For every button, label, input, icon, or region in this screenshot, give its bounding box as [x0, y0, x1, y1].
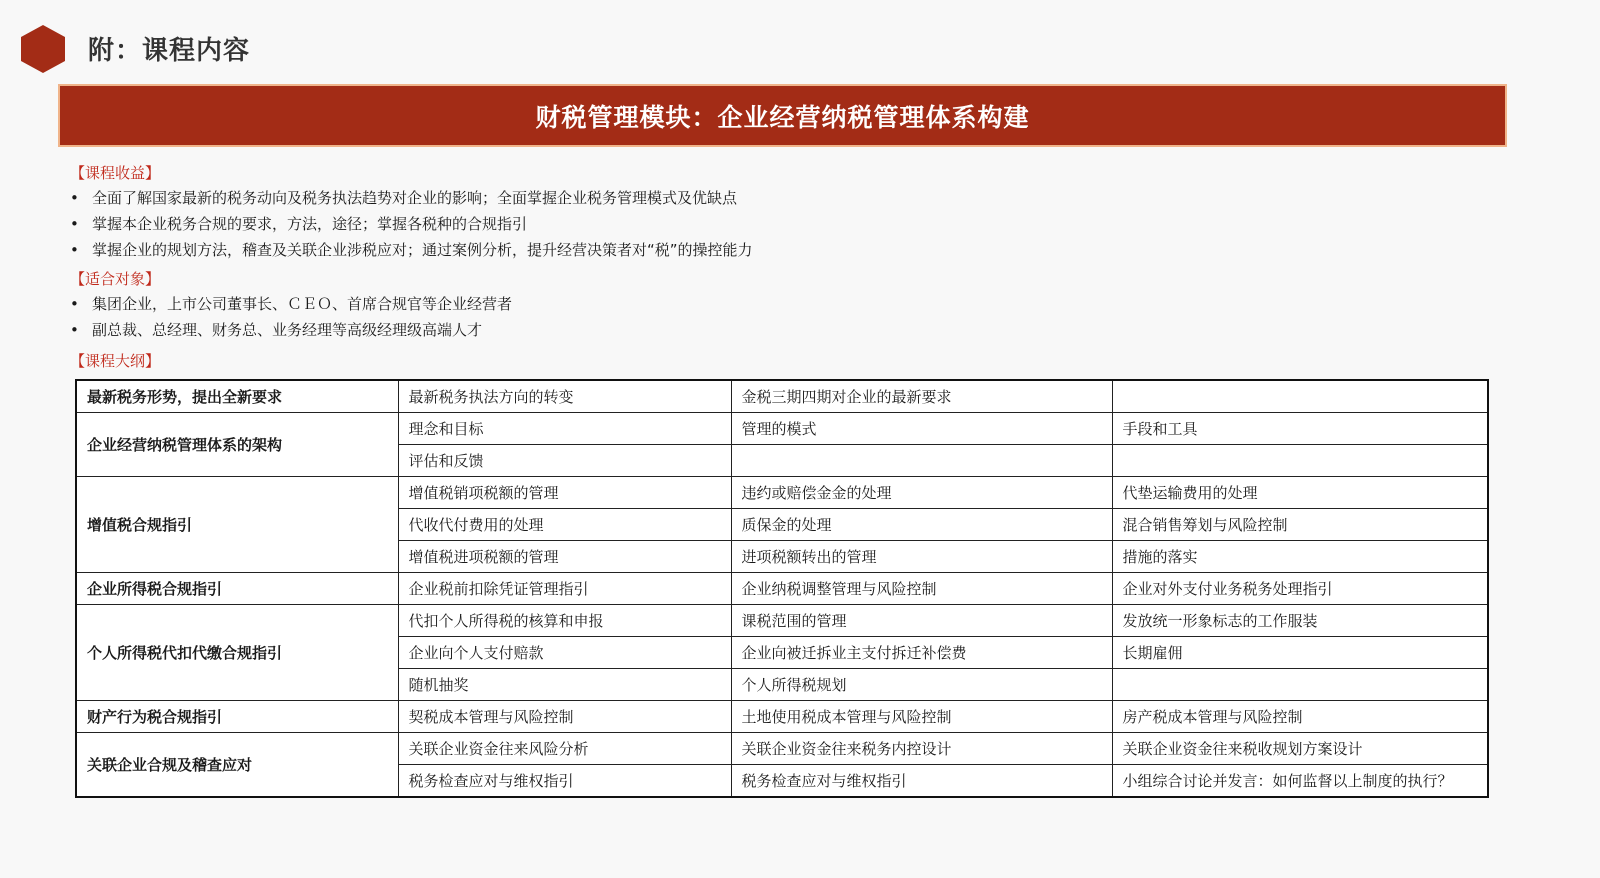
benefit-item: • 掌握本企业税务合规的要求，方法，途径；掌握各税种的合规指引	[70, 211, 753, 237]
table-row	[76, 477, 1488, 509]
table-row	[76, 733, 1488, 765]
topic-cell: 小组综合讨论并发言：如何监督以上制度的执行？	[1112, 765, 1488, 798]
topic-cell: 质保金的处理	[731, 509, 1112, 541]
topic-cell: 契税成本管理与风险控制	[398, 701, 731, 733]
category-cell: 企业经营纳税管理体系的架构	[76, 413, 398, 477]
topic-cell: 增值税进项税额的管理	[398, 541, 731, 573]
topic-cell: 关联企业资金往来风险分析	[398, 733, 731, 765]
topic-cell: 税务检查应对与维权指引	[731, 765, 1112, 798]
topic-cell: 企业对外支付业务税务处理指引	[1112, 573, 1488, 605]
outline-section	[70, 351, 160, 371]
outline-heading: 【课程大纲】	[70, 352, 161, 370]
topic-cell: 企业税前扣除凭证管理指引	[398, 573, 731, 605]
topic-cell: 代扣个人所得税的核算和申报	[398, 605, 731, 637]
topic-cell: 管理的模式	[731, 413, 1112, 445]
audience-item: • 集团企业，上市公司董事长、ＣＥＯ、首席合规官等企业经营者	[70, 291, 512, 317]
audience-heading: 【适合对象】	[70, 270, 161, 288]
topic-cell: 手段和工具	[1112, 413, 1488, 445]
topic-cell	[1112, 669, 1488, 701]
category-cell: 财产行为税合规指引	[76, 701, 398, 733]
benefit-item: • 全面了解国家最新的税务动向及税务执法趋势对企业的影响；全面掌握企业税务管理模式及优缺点	[70, 185, 753, 211]
topic-cell	[1112, 445, 1488, 477]
topic-cell	[1112, 380, 1488, 413]
table-row	[76, 413, 1488, 445]
outline-table-body	[76, 380, 1488, 797]
table-row	[76, 605, 1488, 637]
topic-cell: 随机抽奖	[398, 669, 731, 701]
category-cell: 最新税务形势，提出全新要求	[76, 380, 398, 413]
topic-cell: 长期雇佣	[1112, 637, 1488, 669]
hexagon-logo-icon	[20, 24, 66, 74]
table-row	[76, 380, 1488, 413]
topic-cell: 关联企业资金往来税收规划方案设计	[1112, 733, 1488, 765]
category-cell: 个人所得税代扣代缴合规指引	[76, 605, 398, 701]
topic-cell: 评估和反馈	[398, 445, 731, 477]
topic-cell	[731, 445, 1112, 477]
category-cell: 企业所得税合规指引	[76, 573, 398, 605]
topic-cell: 增值税销项税额的管理	[398, 477, 731, 509]
module-banner: 财税管理模块：企业经营纳税管理体系构建	[58, 84, 1507, 147]
topic-cell: 关联企业资金往来税务内控设计	[731, 733, 1112, 765]
topic-cell: 企业向被迁拆业主支付拆迁补偿费	[731, 637, 1112, 669]
table-row	[76, 701, 1488, 733]
topic-cell: 企业向个人支付赔款	[398, 637, 731, 669]
topic-cell: 企业纳税调整管理与风险控制	[731, 573, 1112, 605]
benefits-heading: 【课程收益】	[70, 164, 161, 182]
benefits-section	[70, 163, 753, 263]
topic-cell: 课税范围的管理	[731, 605, 1112, 637]
category-cell: 增值税合规指引	[76, 477, 398, 573]
table-row	[76, 573, 1488, 605]
page-title: 附：课程内容	[88, 36, 251, 66]
course-outline-table	[75, 379, 1489, 798]
topic-cell: 代收代付费用的处理	[398, 509, 731, 541]
topic-cell: 混合销售筹划与风险控制	[1112, 509, 1488, 541]
topic-cell: 个人所得税规划	[731, 669, 1112, 701]
topic-cell: 发放统一形象标志的工作服装	[1112, 605, 1488, 637]
topic-cell: 最新税务执法方向的转变	[398, 380, 731, 413]
topic-cell: 进项税额转出的管理	[731, 541, 1112, 573]
audience-section	[70, 269, 512, 343]
topic-cell: 违约或赔偿金金的处理	[731, 477, 1112, 509]
topic-cell: 土地使用税成本管理与风险控制	[731, 701, 1112, 733]
topic-cell: 金税三期四期对企业的最新要求	[731, 380, 1112, 413]
benefit-item: • 掌握企业的规划方法，稽查及关联企业涉税应对；通过案例分析，提升经营决策者对“税”的操控能力	[70, 237, 753, 263]
topic-cell: 代垫运输费用的处理	[1112, 477, 1488, 509]
category-cell: 关联企业合规及稽查应对	[76, 733, 398, 798]
topic-cell: 措施的落实	[1112, 541, 1488, 573]
topic-cell: 税务检查应对与维权指引	[398, 765, 731, 798]
topic-cell: 理念和目标	[398, 413, 731, 445]
topic-cell: 房产税成本管理与风险控制	[1112, 701, 1488, 733]
audience-item: • 副总裁、总经理、财务总、业务经理等高级经理级高端人才	[70, 317, 512, 343]
